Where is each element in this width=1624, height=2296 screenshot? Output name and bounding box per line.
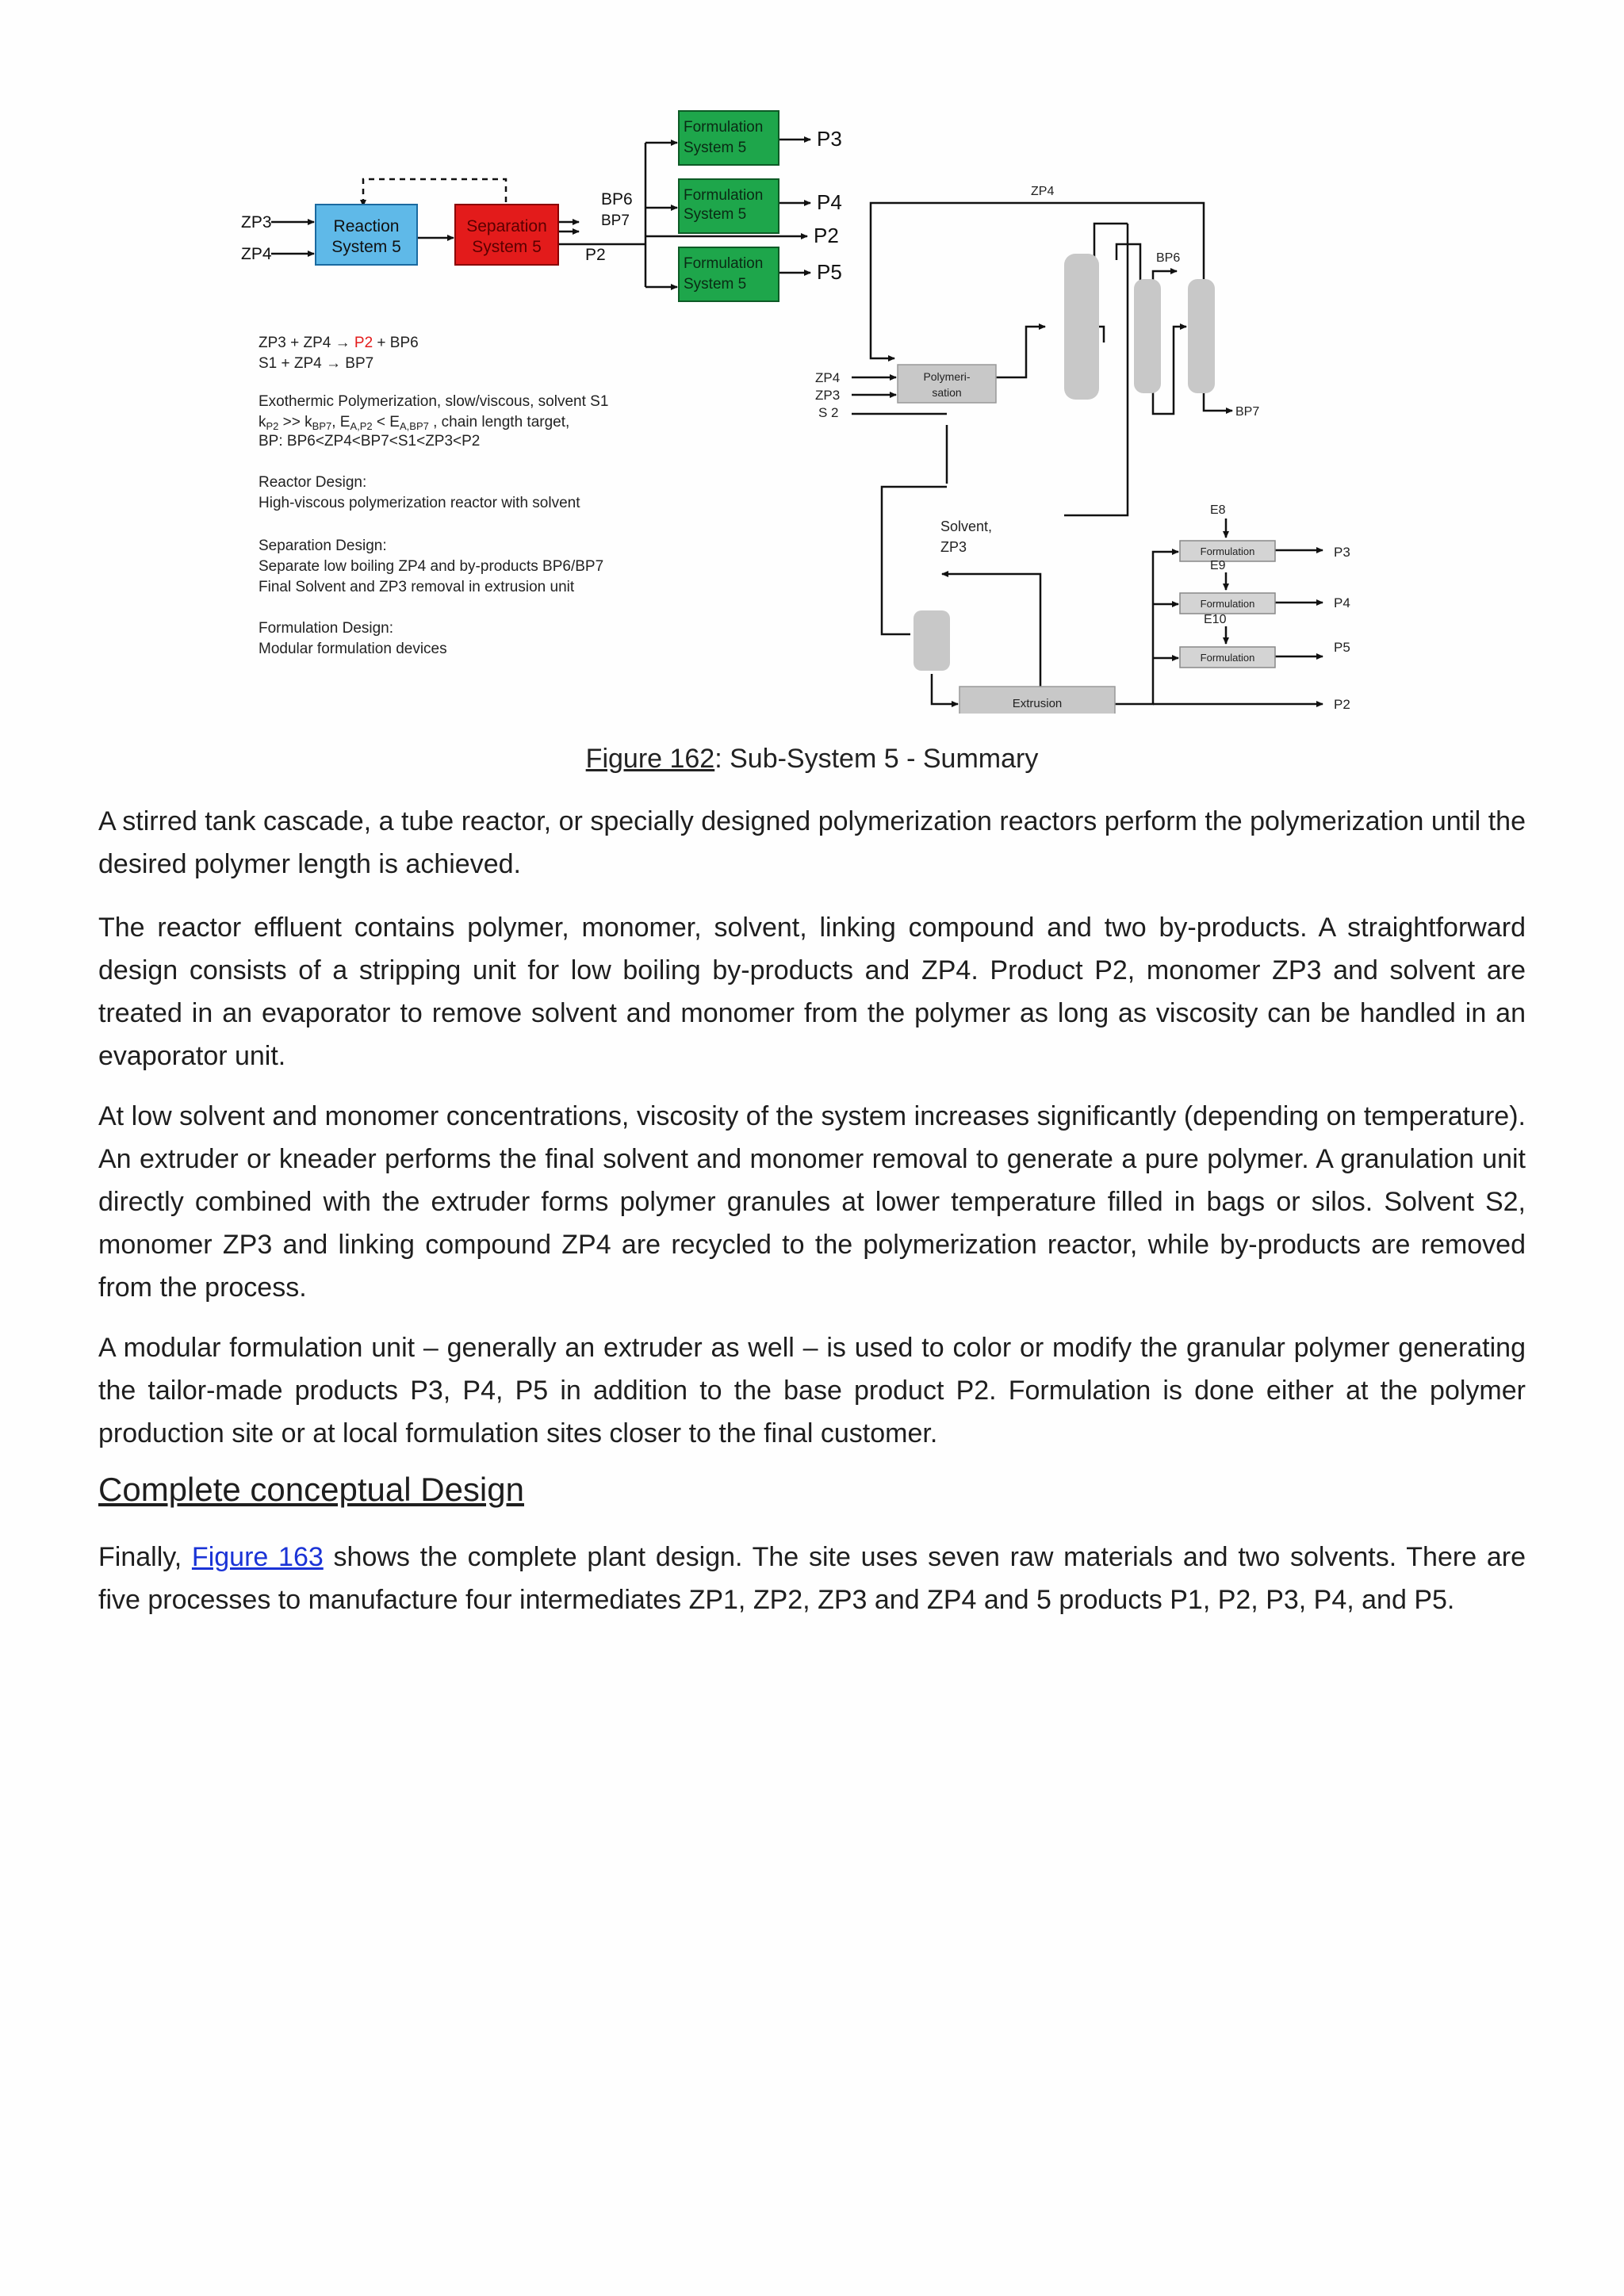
distillation-column-2	[1134, 279, 1161, 393]
subsystem-5-diagram	[230, 103, 1380, 714]
product-label-p3-left: P3	[817, 127, 842, 151]
output-label-bp6: BP6	[601, 190, 633, 209]
paragraph-2: The reactor effluent contains polymer, monomer, solvent, linking compound and two by-products. A straightforward design consists of a stripping unit for low boiling by-products and ZP4. Product P2, monomer ZP3 and solvent are treated in an evaporator to remove solvent and monomer from the polymer as long as viscosity can be handled in an evaporator unit.	[98, 913, 1526, 1071]
solvent-label-line1: Solvent,	[940, 519, 993, 534]
note-kinetics: $k_{P2} >> k_{BP7}$, $E_{A,P2} < E_{A,BP7}$ , chain length target,	[259, 414, 570, 432]
separation-box-line1: Separation	[466, 217, 547, 235]
paragraph-3: At low solvent and monomer concentrations, viscosity of the system increases significantly (depending on temperature). An extruder or kneader performs the final solvent and monomer removal to generate a pure polymer. A granulation unit directly combined with the extruder forms polymer granules at lower temperature filled in bags or silos. Solvent S2, monomer ZP3 and linking compound ZP4 are recycled to the polymerization reactor, while by-products are removed from the process.	[98, 1101, 1526, 1303]
solvent-label-line2: ZP3	[940, 539, 967, 555]
paragraph-final	[98, 1536, 1526, 1621]
evaporator-vessel	[914, 610, 950, 671]
paragraph-1: A stirred tank cascade, a tube reactor, or specially designed polymerization reactors perform the polymerization until the desired polymer length is achieved.	[98, 806, 1526, 879]
reaction-equation-2: S1 + ZP4 → BP7	[259, 355, 374, 372]
additive-e9: E9	[1210, 559, 1226, 572]
product-label-p4-left: P4	[817, 190, 842, 214]
section-heading: Complete conceptual Design	[98, 1471, 524, 1508]
additive-e10: E10	[1204, 613, 1227, 626]
formulation-unit-2-label: Formulation	[1200, 598, 1255, 610]
final-paragraph-prefix: Finally,	[98, 1542, 192, 1572]
reaction-equation-1: ZP3 + ZP4 → P2 + BP6	[259, 335, 419, 351]
reaction-box-line1: Reaction	[333, 217, 400, 235]
input-label-zp4: ZP4	[241, 245, 272, 263]
formulation-1-line1: Formulation	[684, 119, 764, 136]
product-label-p5-left: P5	[817, 260, 842, 284]
formulation-unit-1-label: Formulation	[1200, 545, 1255, 557]
rhs-product-p3: P3	[1334, 545, 1350, 560]
rhs-product-p5: P5	[1334, 640, 1350, 655]
distillation-column-1	[1064, 254, 1099, 400]
distillation-column-3	[1188, 279, 1215, 393]
note-polymerization: Exothermic Polymerization, slow/viscous, solvent S1	[259, 393, 609, 410]
figure-163-link[interactable]: Figure 163	[191, 1542, 324, 1572]
formulation-2-line1: Formulation	[684, 187, 764, 204]
separation-box-line2: System 5	[472, 238, 542, 256]
formulation-3-line2: System 5	[684, 276, 747, 293]
note-boiling-points: BP: BP6<ZP4<BP7<S1<ZP3<P2	[259, 433, 481, 450]
rhs-input-zp3: ZP3	[815, 388, 841, 403]
recycle-label-zp4: ZP4	[1031, 185, 1055, 198]
note-formulation-design-title: Formulation Design:	[259, 620, 394, 637]
polymerisation-line2: sation	[932, 386, 962, 399]
input-label-zp3: ZP3	[241, 213, 272, 232]
column-output-bp7: BP7	[1235, 405, 1260, 419]
rhs-input-zp4: ZP4	[815, 370, 841, 385]
figure-caption	[0, 744, 1624, 775]
output-label-bp7: BP7	[601, 212, 630, 229]
extrusion-label: Extrusion	[1012, 697, 1063, 710]
paragraph-4: A modular formulation unit – generally an extruder as well – is used to color or modify the granular polymer generating the tailor-made products P3, P4, P5 in addition to the base product P2. Formulation is done either at the polymer production site or at local formulation sites closer to the final customer.	[98, 1333, 1526, 1448]
note-separation-design-2: Final Solvent and ZP3 removal in extrusion unit	[259, 579, 575, 595]
rhs-product-p2: P2	[1334, 697, 1350, 712]
reaction-box-line2: System 5	[331, 238, 401, 256]
product-label-p2-left-main: P2	[814, 224, 839, 247]
process-flow-figure	[230, 103, 1380, 714]
note-separation-design-title: Separation Design:	[259, 538, 387, 554]
note-reactor-design: High-viscous polymerization reactor with solvent	[259, 495, 580, 511]
rhs-input-s2: S 2	[818, 405, 839, 420]
column-output-bp6: BP6	[1156, 251, 1181, 265]
final-paragraph-suffix: shows the complete plant design. The site uses seven raw materials and two solvents. There are five processes to manufacture four intermediates ZP1, ZP2, ZP3 and ZP4 and 5 products P1, P2, P3, P4, and P5.	[98, 1542, 1526, 1615]
caption-text: : Sub-System 5 - Summary	[714, 744, 1039, 774]
formulation-1-line2: System 5	[684, 140, 747, 156]
formulation-3-line1: Formulation	[684, 255, 764, 272]
additive-e8: E8	[1210, 503, 1226, 517]
figure-162-reference[interactable]: Figure 162	[585, 744, 715, 774]
rhs-product-p4: P4	[1334, 595, 1350, 610]
note-reactor-design-title: Reactor Design:	[259, 474, 367, 491]
formulation-unit-3-label: Formulation	[1200, 652, 1255, 664]
formulation-2-line2: System 5	[684, 206, 747, 223]
polymerisation-line1: Polymeri-	[923, 370, 971, 383]
output-label-p2-left: P2	[585, 246, 606, 264]
note-formulation-design: Modular formulation devices	[259, 641, 447, 657]
note-separation-design-1: Separate low boiling ZP4 and by-products BP6/BP7	[259, 558, 604, 575]
